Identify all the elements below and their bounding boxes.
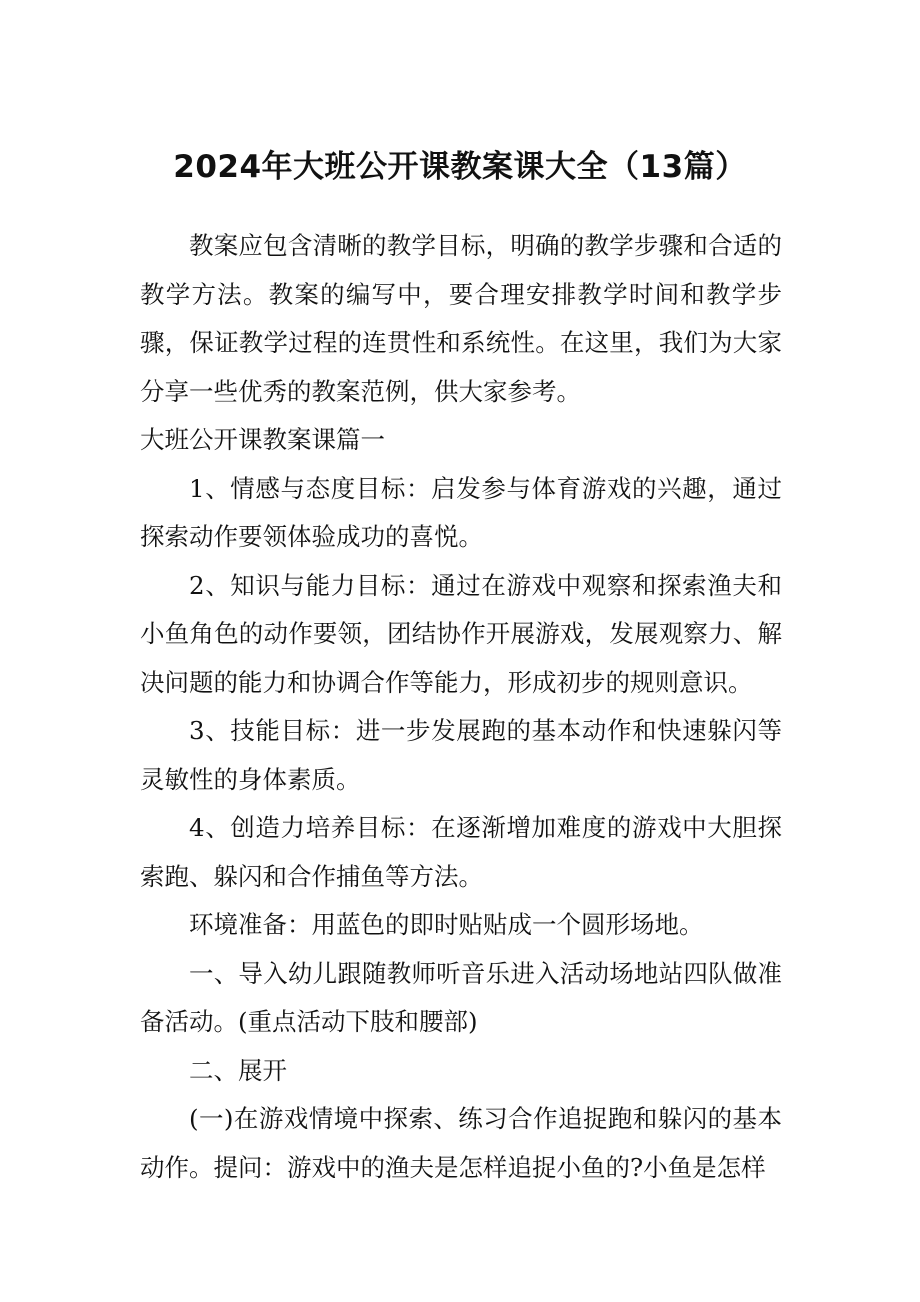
goal-2-paragraph: 2、知识与能力目标：通过在游戏中观察和探索渔夫和小鱼角色的动作要领，团结协作开展游戏，发展观察力、解决问题的能力和协调合作等能力，形成初步的规则意识。 [140, 570, 782, 697]
document-body [140, 222, 782, 1192]
document-title: 2024年大班公开课教案课大全（13篇） [173, 149, 747, 185]
step-2-heading: 二、展开 [189, 1055, 287, 1085]
goal-4-paragraph: 4、创造力培养目标：在逐渐增加难度的游戏中大胆探索跑、躲闪和合作捕鱼等方法。 [140, 813, 782, 891]
environment-paragraph: 环境准备：用蓝色的即时贴贴成一个圆形场地。 [189, 910, 704, 939]
intro-paragraph: 教案应包含清晰的教学目标，明确的教学步骤和合适的教学方法。教案的编写中，要合理安排教学时间和教学步骤，保证教学过程的连贯性和系统性。在这里，我们为大家分享一些优秀的教案范例，供大家参考。 [140, 231, 782, 406]
step-2-1-paragraph: (一)在游戏情境中探索、练习合作追捉跑和躲闪的基本动作。提问：游戏中的渔夫是怎样追捉小鱼的?小鱼是怎样 [140, 1104, 782, 1182]
goal-3-paragraph: 3、技能目标：进一步发展跑的基本动作和快速躲闪等灵敏性的身体素质。 [140, 716, 782, 794]
goal-1-paragraph: 1、情感与态度目标：启发参与体育游戏的兴趣，通过探索动作要领体验成功的喜悦。 [140, 473, 782, 551]
step-1-paragraph: 一、导入幼儿跟随教师听音乐进入活动场地站四队做准备活动。(重点活动下肢和腰部) [140, 958, 782, 1036]
section-heading: 大班公开课教案课篇一 [140, 425, 385, 454]
